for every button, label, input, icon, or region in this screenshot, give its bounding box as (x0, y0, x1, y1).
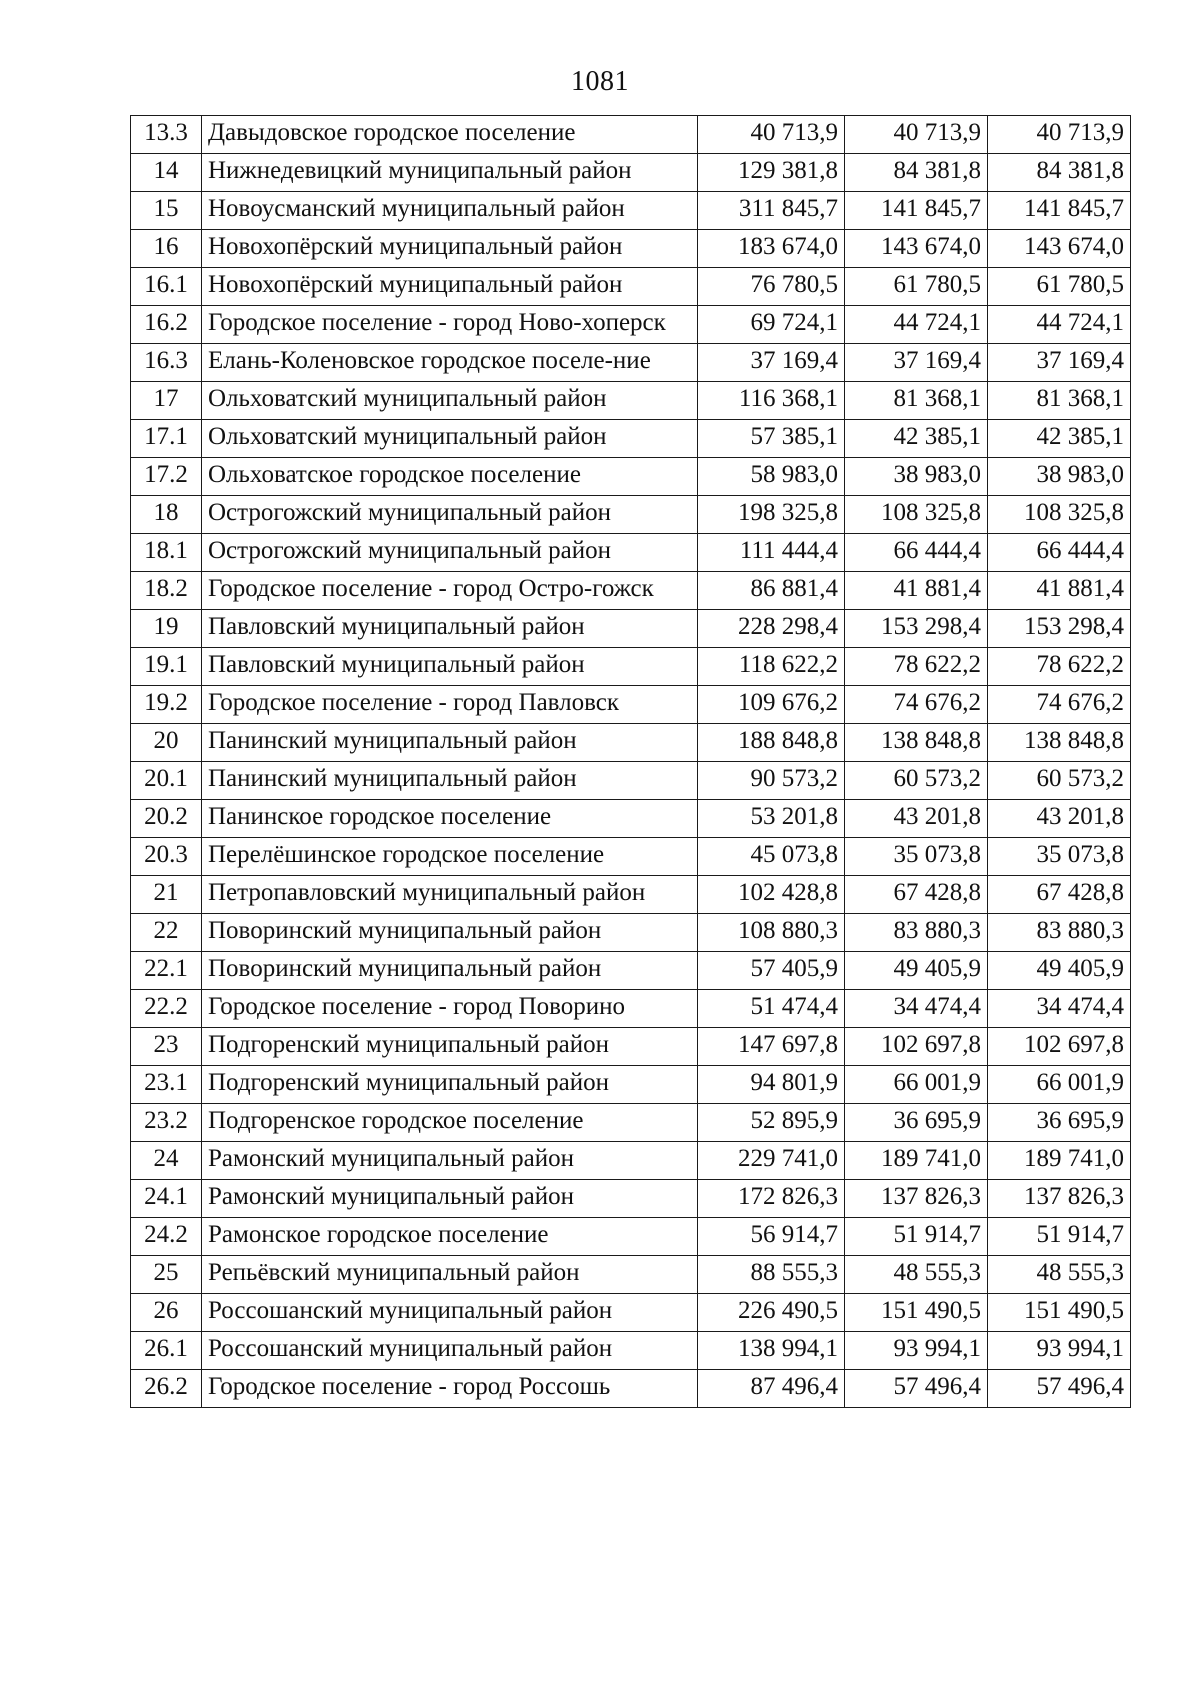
territory-name-cell: Новоусманский муниципальный район (202, 192, 698, 230)
territory-name-cell: Рамонское городское поселение (202, 1218, 698, 1256)
row-number-cell: 22.2 (131, 990, 202, 1028)
amount-year-3-cell: 44 724,1 (988, 306, 1131, 344)
row-number-cell: 20 (131, 724, 202, 762)
amount-year-3-cell: 42 385,1 (988, 420, 1131, 458)
amount-year-3-cell: 153 298,4 (988, 610, 1131, 648)
table-row (131, 648, 1131, 686)
row-number-cell: 24.1 (131, 1180, 202, 1218)
amount-year-2-cell: 141 845,7 (845, 192, 988, 230)
table-row (131, 952, 1131, 990)
territory-name-cell: Нижнедевицкий муниципальный район (202, 154, 698, 192)
amount-year-3-cell: 51 914,7 (988, 1218, 1131, 1256)
amount-year-1-cell: 116 368,1 (698, 382, 845, 420)
territory-name-cell: Острогожский муниципальный район (202, 496, 698, 534)
table-row (131, 268, 1131, 306)
amount-year-2-cell: 66 444,4 (845, 534, 988, 572)
table-row (131, 420, 1131, 458)
row-number-cell: 25 (131, 1256, 202, 1294)
territory-name-cell: Россошанский муниципальный район (202, 1294, 698, 1332)
amount-year-1-cell: 52 895,9 (698, 1104, 845, 1142)
territory-name-cell: Россошанский муниципальный район (202, 1332, 698, 1370)
amount-year-2-cell: 41 881,4 (845, 572, 988, 610)
amount-year-3-cell: 143 674,0 (988, 230, 1131, 268)
amount-year-3-cell: 40 713,9 (988, 116, 1131, 154)
amount-year-3-cell: 108 325,8 (988, 496, 1131, 534)
amount-year-2-cell: 37 169,4 (845, 344, 988, 382)
amount-year-3-cell: 81 368,1 (988, 382, 1131, 420)
row-number-cell: 18.1 (131, 534, 202, 572)
territory-name-cell: Поворинский муниципальный район (202, 914, 698, 952)
table-row (131, 1256, 1131, 1294)
amount-year-1-cell: 138 994,1 (698, 1332, 845, 1370)
territory-name-cell: Давыдовское городское поселение (202, 116, 698, 154)
amount-year-1-cell: 102 428,8 (698, 876, 845, 914)
row-number-cell: 22.1 (131, 952, 202, 990)
table-row (131, 306, 1131, 344)
amount-year-2-cell: 84 381,8 (845, 154, 988, 192)
territory-name-cell: Подгоренское городское поселение (202, 1104, 698, 1142)
amount-year-2-cell: 36 695,9 (845, 1104, 988, 1142)
amount-year-2-cell: 81 368,1 (845, 382, 988, 420)
territory-name-cell: Панинское городское поселение (202, 800, 698, 838)
amount-year-2-cell: 49 405,9 (845, 952, 988, 990)
territory-name-cell: Новохопёрский муниципальный район (202, 230, 698, 268)
territory-name-cell: Перелёшинское городское поселение (202, 838, 698, 876)
table-row (131, 876, 1131, 914)
amount-year-2-cell: 151 490,5 (845, 1294, 988, 1332)
territory-name-cell: Городское поселение - город Поворино (202, 990, 698, 1028)
table-row (131, 1294, 1131, 1332)
amount-year-3-cell: 49 405,9 (988, 952, 1131, 990)
amount-year-1-cell: 228 298,4 (698, 610, 845, 648)
amount-year-2-cell: 189 741,0 (845, 1142, 988, 1180)
table-row (131, 382, 1131, 420)
amount-year-1-cell: 76 780,5 (698, 268, 845, 306)
table-row (131, 1066, 1131, 1104)
row-number-cell: 26 (131, 1294, 202, 1332)
row-number-cell: 19.1 (131, 648, 202, 686)
table-row (131, 610, 1131, 648)
amount-year-1-cell: 109 676,2 (698, 686, 845, 724)
amount-year-2-cell: 43 201,8 (845, 800, 988, 838)
table-row (131, 534, 1131, 572)
amount-year-2-cell: 153 298,4 (845, 610, 988, 648)
amount-year-2-cell: 83 880,3 (845, 914, 988, 952)
row-number-cell: 17.1 (131, 420, 202, 458)
amount-year-3-cell: 93 994,1 (988, 1332, 1131, 1370)
amount-year-1-cell: 45 073,8 (698, 838, 845, 876)
amount-year-1-cell: 87 496,4 (698, 1370, 845, 1408)
amount-year-1-cell: 229 741,0 (698, 1142, 845, 1180)
table-row (131, 116, 1131, 154)
row-number-cell: 24 (131, 1142, 202, 1180)
amount-year-2-cell: 102 697,8 (845, 1028, 988, 1066)
amount-year-1-cell: 53 201,8 (698, 800, 845, 838)
amount-year-2-cell: 67 428,8 (845, 876, 988, 914)
amount-year-2-cell: 51 914,7 (845, 1218, 988, 1256)
row-number-cell: 18 (131, 496, 202, 534)
amount-year-2-cell: 35 073,8 (845, 838, 988, 876)
territory-name-cell: Новохопёрский муниципальный район (202, 268, 698, 306)
amount-year-1-cell: 147 697,8 (698, 1028, 845, 1066)
table-row (131, 1142, 1131, 1180)
amount-year-2-cell: 60 573,2 (845, 762, 988, 800)
row-number-cell: 24.2 (131, 1218, 202, 1256)
amount-year-2-cell: 48 555,3 (845, 1256, 988, 1294)
amount-year-3-cell: 35 073,8 (988, 838, 1131, 876)
table-row (131, 572, 1131, 610)
amount-year-3-cell: 36 695,9 (988, 1104, 1131, 1142)
territory-name-cell: Подгоренский муниципальный район (202, 1066, 698, 1104)
amount-year-2-cell: 38 983,0 (845, 458, 988, 496)
table-row (131, 1370, 1131, 1408)
amount-year-3-cell: 57 496,4 (988, 1370, 1131, 1408)
row-number-cell: 26.2 (131, 1370, 202, 1408)
table-row (131, 230, 1131, 268)
row-number-cell: 19.2 (131, 686, 202, 724)
row-number-cell: 14 (131, 154, 202, 192)
amount-year-1-cell: 94 801,9 (698, 1066, 845, 1104)
amount-year-1-cell: 118 622,2 (698, 648, 845, 686)
amount-year-2-cell: 40 713,9 (845, 116, 988, 154)
row-number-cell: 20.2 (131, 800, 202, 838)
table-row (131, 192, 1131, 230)
row-number-cell: 19 (131, 610, 202, 648)
amount-year-3-cell: 66 001,9 (988, 1066, 1131, 1104)
amount-year-1-cell: 58 983,0 (698, 458, 845, 496)
amount-year-3-cell: 67 428,8 (988, 876, 1131, 914)
amount-year-2-cell: 108 325,8 (845, 496, 988, 534)
amount-year-2-cell: 138 848,8 (845, 724, 988, 762)
amount-year-2-cell: 42 385,1 (845, 420, 988, 458)
territory-name-cell: Панинский муниципальный район (202, 762, 698, 800)
territory-name-cell: Елань-Коленовское городское поселе-ние (202, 344, 698, 382)
amount-year-1-cell: 188 848,8 (698, 724, 845, 762)
row-number-cell: 16.3 (131, 344, 202, 382)
amount-year-3-cell: 138 848,8 (988, 724, 1131, 762)
amount-year-1-cell: 57 385,1 (698, 420, 845, 458)
table-row (131, 838, 1131, 876)
amount-year-1-cell: 198 325,8 (698, 496, 845, 534)
amount-year-3-cell: 141 845,7 (988, 192, 1131, 230)
territory-name-cell: Подгоренский муниципальный район (202, 1028, 698, 1066)
territory-name-cell: Павловский муниципальный район (202, 610, 698, 648)
amount-year-3-cell: 102 697,8 (988, 1028, 1131, 1066)
amount-year-1-cell: 40 713,9 (698, 116, 845, 154)
table-row (131, 1104, 1131, 1142)
territory-name-cell: Городское поселение - город Остро-гожск (202, 572, 698, 610)
table-row (131, 990, 1131, 1028)
amount-year-3-cell: 83 880,3 (988, 914, 1131, 952)
territory-name-cell: Панинский муниципальный район (202, 724, 698, 762)
amount-year-3-cell: 78 622,2 (988, 648, 1131, 686)
table-row (131, 1332, 1131, 1370)
table-row (131, 686, 1131, 724)
amount-year-2-cell: 34 474,4 (845, 990, 988, 1028)
row-number-cell: 20.1 (131, 762, 202, 800)
table-row (131, 344, 1131, 382)
table-row (131, 800, 1131, 838)
amount-year-1-cell: 129 381,8 (698, 154, 845, 192)
territory-name-cell: Ольховатское городское поселение (202, 458, 698, 496)
amount-year-3-cell: 48 555,3 (988, 1256, 1131, 1294)
territory-name-cell: Поворинский муниципальный район (202, 952, 698, 990)
amount-year-3-cell: 37 169,4 (988, 344, 1131, 382)
territory-name-cell: Ольховатский муниципальный район (202, 420, 698, 458)
table-row (131, 1028, 1131, 1066)
table-row (131, 154, 1131, 192)
territory-name-cell: Городское поселение - город Ново-хоперск (202, 306, 698, 344)
table-body (131, 116, 1131, 1408)
territory-name-cell: Павловский муниципальный район (202, 648, 698, 686)
amount-year-3-cell: 60 573,2 (988, 762, 1131, 800)
territory-name-cell: Рамонский муниципальный район (202, 1142, 698, 1180)
territory-name-cell: Ольховатский муниципальный район (202, 382, 698, 420)
amount-year-1-cell: 88 555,3 (698, 1256, 845, 1294)
row-number-cell: 16 (131, 230, 202, 268)
territory-name-cell: Рамонский муниципальный район (202, 1180, 698, 1218)
amount-year-3-cell: 38 983,0 (988, 458, 1131, 496)
amount-year-1-cell: 86 881,4 (698, 572, 845, 610)
row-number-cell: 23.2 (131, 1104, 202, 1142)
amount-year-3-cell: 34 474,4 (988, 990, 1131, 1028)
row-number-cell: 20.3 (131, 838, 202, 876)
table-row (131, 1180, 1131, 1218)
amount-year-1-cell: 108 880,3 (698, 914, 845, 952)
amount-year-2-cell: 61 780,5 (845, 268, 988, 306)
amount-year-3-cell: 74 676,2 (988, 686, 1131, 724)
row-number-cell: 23 (131, 1028, 202, 1066)
table-row (131, 762, 1131, 800)
row-number-cell: 13.3 (131, 116, 202, 154)
amount-year-3-cell: 151 490,5 (988, 1294, 1131, 1332)
row-number-cell: 23.1 (131, 1066, 202, 1104)
amount-year-3-cell: 43 201,8 (988, 800, 1131, 838)
territory-name-cell: Петропавловский муниципальный район (202, 876, 698, 914)
row-number-cell: 18.2 (131, 572, 202, 610)
amount-year-2-cell: 57 496,4 (845, 1370, 988, 1408)
amount-year-1-cell: 69 724,1 (698, 306, 845, 344)
amount-year-3-cell: 189 741,0 (988, 1142, 1131, 1180)
amount-year-1-cell: 51 474,4 (698, 990, 845, 1028)
amount-year-1-cell: 311 845,7 (698, 192, 845, 230)
amount-year-3-cell: 61 780,5 (988, 268, 1131, 306)
amount-year-2-cell: 78 622,2 (845, 648, 988, 686)
amount-year-1-cell: 111 444,4 (698, 534, 845, 572)
amount-year-2-cell: 143 674,0 (845, 230, 988, 268)
amount-year-3-cell: 41 881,4 (988, 572, 1131, 610)
table-row (131, 458, 1131, 496)
table-row (131, 724, 1131, 762)
amount-year-1-cell: 37 169,4 (698, 344, 845, 382)
amount-year-3-cell: 66 444,4 (988, 534, 1131, 572)
amount-year-2-cell: 44 724,1 (845, 306, 988, 344)
amount-year-1-cell: 90 573,2 (698, 762, 845, 800)
row-number-cell: 21 (131, 876, 202, 914)
amount-year-2-cell: 137 826,3 (845, 1180, 988, 1218)
amount-year-1-cell: 172 826,3 (698, 1180, 845, 1218)
territory-name-cell: Репьёвский муниципальный район (202, 1256, 698, 1294)
territory-name-cell: Городское поселение - город Павловск (202, 686, 698, 724)
row-number-cell: 17 (131, 382, 202, 420)
table-row (131, 1218, 1131, 1256)
amount-year-1-cell: 183 674,0 (698, 230, 845, 268)
row-number-cell: 15 (131, 192, 202, 230)
amount-year-1-cell: 56 914,7 (698, 1218, 845, 1256)
amount-year-1-cell: 57 405,9 (698, 952, 845, 990)
page-number: 1081 (571, 66, 629, 97)
territory-name-cell: Острогожский муниципальный район (202, 534, 698, 572)
amount-year-2-cell: 93 994,1 (845, 1332, 988, 1370)
amount-year-2-cell: 66 001,9 (845, 1066, 988, 1104)
amount-year-2-cell: 74 676,2 (845, 686, 988, 724)
row-number-cell: 16.1 (131, 268, 202, 306)
table-row (131, 496, 1131, 534)
amount-year-3-cell: 137 826,3 (988, 1180, 1131, 1218)
row-number-cell: 22 (131, 914, 202, 952)
budget-table (130, 115, 1131, 1408)
territory-name-cell: Городское поселение - город Россошь (202, 1370, 698, 1408)
amount-year-3-cell: 84 381,8 (988, 154, 1131, 192)
row-number-cell: 26.1 (131, 1332, 202, 1370)
table-row (131, 914, 1131, 952)
row-number-cell: 16.2 (131, 306, 202, 344)
row-number-cell: 17.2 (131, 458, 202, 496)
amount-year-1-cell: 226 490,5 (698, 1294, 845, 1332)
